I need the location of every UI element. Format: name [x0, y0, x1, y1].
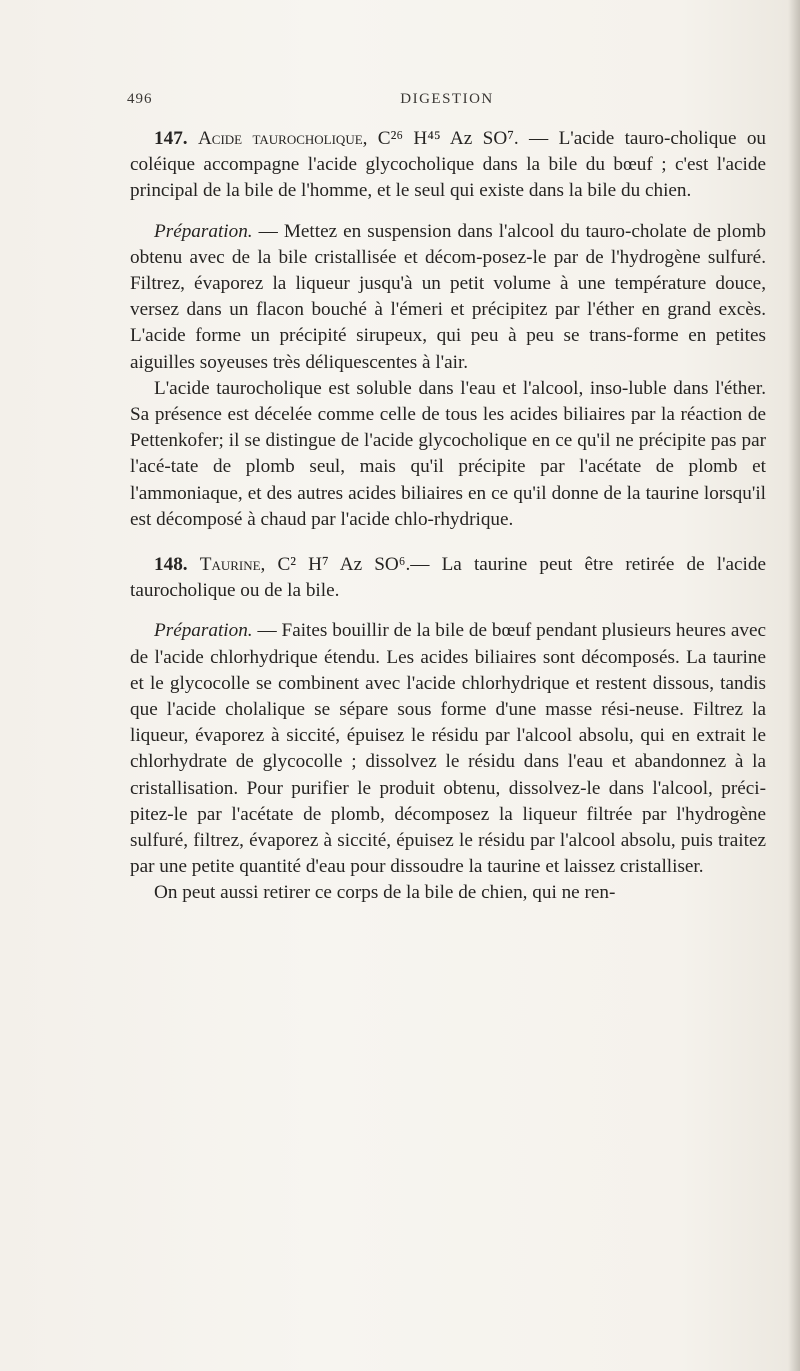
running-title: DIGESTION: [400, 91, 494, 107]
section-heading: Taurine: [199, 554, 261, 576]
preparation-text: — Faites bouillir de la bile de bœuf pendant plusieurs heures avec de l'acide chlorhydrique étendu. Les acides biliaires sont décomposés. La taurine et le glycocolle se combinent avec l'acide chlorhydrique et restent dissous, tandis que l'acide cholalique se sépare sous forme d'une masse rési-neuse. Filtrez la liqueur, évaporez à siccité, épuisez le résidu par l'alcool absolu, qui en extrait le chlorhydrate de glycocolle ; dissolvez le résidu dans l'eau et abandonnez à la cristallisation. Pour purifier le produit obtenu, dissolvez-le dans l'alcool, préci-pitez-le par l'acétate de plomb, décomposez la liqueur filtrée par l'hydrogène sulfuré, filtrez, évaporez à siccité, épuisez le résidu par l'alcool absolu, puis traitez par une petite quantité d'eau pour dissoudre la taurine et laissez cristalliser.: [130, 620, 766, 878]
preparation-text: — Mettez en suspension dans l'alcool du tauro-cholate de plomb obtenu avec de la bile cristallisée et décom-posez-le par de l'hydrogène sulfuré. Filtrez, évaporez la liqueur jusqu'à un petit volume à une température douce, versez dans un flacon bouché à l'émeri et précipitez par l'éther en grand excès. L'acide forme un précipité sirupeux, qui peu à peu se trans-forme en petites aiguilles soyeuses très déliquescentes à l'air.: [130, 220, 766, 373]
section-148-paragraph: [130, 552, 766, 604]
page-edge-shadow: [788, 0, 800, 1371]
section-number: 148.: [154, 554, 188, 576]
body-paragraph: L'acide taurocholique est soluble dans l'eau et l'alcool, inso-luble dans l'éther. Sa présence est décelée comme celle de tous les acides biliaires par la réaction de Pettenkofer; il se distingue de l'acide glycocholique en ce qu'il ne précipite pas par l'acé-tate de plomb seul, mais qu'il précipite par l'acétate de plomb et l'ammoniaque, et des autres acides biliaires en ce qu'il donne de la taurine lorsqu'il est décomposé à chaud par l'acide chlo-rhydrique.: [130, 377, 766, 530]
preparation-paragraph: [130, 618, 766, 880]
preparation-label: Préparation.: [154, 220, 253, 242]
page-number: 496: [127, 91, 153, 107]
preparation-label: Préparation.: [154, 620, 253, 642]
section-147-paragraph: [130, 126, 766, 205]
section-number: 147.: [154, 128, 188, 149]
section-text: , C²⁶ H⁴⁵ Az SO⁷. — L'acide tauro-cholique ou coléique accompagne l'acide glycocholique dans la bile du bœuf ; c'est l'acide principal de la bile de l'homme, et le seul qui existe dans la bile du chien.: [130, 128, 767, 202]
page-body: [130, 126, 766, 907]
page-header: [127, 91, 767, 113]
body-paragraph: On peut aussi retirer ce corps de la bile de chien, qui ne ren-: [154, 882, 616, 904]
section-heading: Acide taurocholique: [197, 128, 363, 149]
preparation-paragraph: [130, 219, 766, 376]
section-text: , C² H⁷ Az SO⁶.— La taurine peut être retirée de l'acide taurocholique ou de la bile.: [130, 554, 767, 602]
